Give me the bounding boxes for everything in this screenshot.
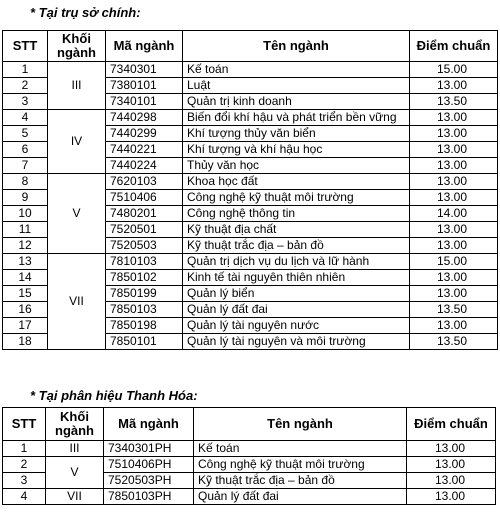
ma-nganh-cell: 7510406 (106, 190, 183, 206)
ma-nganh-cell: 7850103 (106, 302, 183, 318)
ten-nganh-cell: Kế toán (183, 62, 410, 78)
stt-cell: 1 (3, 62, 48, 78)
khoi-nganh-cell: V (46, 457, 104, 489)
stt-cell: 6 (3, 142, 48, 158)
stt-cell: 15 (3, 286, 48, 302)
diem-chuan-cell: 13.00 (407, 473, 496, 489)
table-header-row (3, 31, 498, 62)
stt-cell: 7 (3, 158, 48, 174)
ten-nganh-cell: Công nghệ thông tin (183, 206, 410, 222)
ma-nganh-cell: 7850101 (106, 334, 183, 350)
stt-cell: 1 (3, 441, 46, 457)
diem-chuan-cell: 13.50 (410, 94, 498, 110)
ten-nganh-cell: Quản lý biển (183, 286, 410, 302)
stt-cell: 8 (3, 174, 48, 190)
diem-chuan-cell: 13.50 (410, 334, 498, 350)
diem-chuan-cell: 13.00 (407, 441, 496, 457)
ten-nganh-cell: Kỹ thuật trắc địa – bản đồ (194, 473, 407, 489)
table-row (3, 457, 496, 473)
diem-chuan-cell: 13.00 (410, 238, 498, 254)
table-row (3, 110, 498, 126)
diem-chuan-cell: 14.00 (410, 206, 498, 222)
ma-nganh-cell: 7340301PH (104, 441, 194, 457)
stt-cell: 4 (3, 489, 46, 505)
ma-nganh-cell: 7380101 (106, 78, 183, 94)
diem-chuan-cell: 13.00 (410, 222, 498, 238)
stt-cell: 17 (3, 318, 48, 334)
khoi-nganh-cell: VII (46, 489, 104, 505)
ten-nganh-cell: Kỹ thuật địa chất (183, 222, 410, 238)
column-header-ma-nganh: Mã ngành (106, 31, 183, 62)
ten-nganh-cell: Biến đổi khí hậu và phát triển bền vững (183, 110, 410, 126)
ten-nganh-cell: Quản lý tài nguyên nước (183, 318, 410, 334)
table-row (3, 62, 498, 78)
table-row (3, 254, 498, 270)
ten-nganh-cell: Kỹ thuật trắc địa – bản đồ (183, 238, 410, 254)
stt-cell: 3 (3, 94, 48, 110)
diem-chuan-cell: 15.00 (410, 62, 498, 78)
diem-chuan-cell: 13.00 (410, 190, 498, 206)
stt-cell: 4 (3, 110, 48, 126)
ten-nganh-cell: Khoa học đất (183, 174, 410, 190)
khoi-nganh-cell: III (46, 441, 104, 457)
column-header-stt: STT (3, 31, 48, 62)
ma-nganh-cell: 7850199 (106, 286, 183, 302)
diem-chuan-cell: 15.00 (410, 254, 498, 270)
column-header-diem-chuan: Điểm chuẩn (410, 31, 498, 62)
ma-nganh-cell: 7850103PH (104, 489, 194, 505)
ten-nganh-cell: Quản trị kinh doanh (183, 94, 410, 110)
ten-nganh-cell: Công nghệ kỹ thuật môi trường (183, 190, 410, 206)
ma-nganh-cell: 7850102 (106, 270, 183, 286)
stt-cell: 16 (3, 302, 48, 318)
diem-chuan-cell: 13.00 (407, 457, 496, 473)
diem-chuan-cell: 13.00 (410, 110, 498, 126)
diem-chuan-cell: 13.00 (410, 158, 498, 174)
stt-cell: 9 (3, 190, 48, 206)
stt-cell: 18 (3, 334, 48, 350)
ten-nganh-cell: Kế toán (194, 441, 407, 457)
stt-cell: 13 (3, 254, 48, 270)
column-header-khoi-nganh: Khối ngành (48, 31, 106, 62)
ten-nganh-cell: Quản lý đất đai (194, 489, 407, 505)
stt-cell: 14 (3, 270, 48, 286)
ten-nganh-cell: Thủy văn học (183, 158, 410, 174)
branch-campus-table (2, 407, 496, 505)
khoi-nganh-cell: VII (48, 254, 106, 350)
ma-nganh-cell: 7520503PH (104, 473, 194, 489)
stt-cell: 2 (3, 457, 46, 473)
stt-cell: 11 (3, 222, 48, 238)
diem-chuan-cell: 13.50 (410, 302, 498, 318)
column-header-stt: STT (3, 408, 46, 441)
ma-nganh-cell: 7810103 (106, 254, 183, 270)
ma-nganh-cell: 7620103 (106, 174, 183, 190)
stt-cell: 2 (3, 78, 48, 94)
stt-cell: 12 (3, 238, 48, 254)
diem-chuan-cell: 13.00 (410, 142, 498, 158)
ma-nganh-cell: 7340101 (106, 94, 183, 110)
khoi-nganh-cell: III (48, 62, 106, 110)
diem-chuan-cell: 13.00 (410, 126, 498, 142)
ma-nganh-cell: 7520501 (106, 222, 183, 238)
branch-campus-heading: * Tại phân hiệu Thanh Hóa: (30, 388, 198, 403)
column-header-ten-nganh: Tên ngành (194, 408, 407, 441)
column-header-diem-chuan: Điểm chuẩn (407, 408, 496, 441)
column-header-ma-nganh: Mã ngành (104, 408, 194, 441)
diem-chuan-cell: 13.00 (407, 489, 496, 505)
table-header-row (3, 408, 496, 441)
ten-nganh-cell: Công nghệ kỹ thuật môi trường (194, 457, 407, 473)
ten-nganh-cell: Quản lý tài nguyên và môi trường (183, 334, 410, 350)
khoi-nganh-cell: IV (48, 110, 106, 174)
table-row (3, 174, 498, 190)
ten-nganh-cell: Khí tượng thủy văn biển (183, 126, 410, 142)
ma-nganh-cell: 7850198 (106, 318, 183, 334)
khoi-nganh-cell: V (48, 174, 106, 254)
ten-nganh-cell: Quản lý đất đai (183, 302, 410, 318)
table-row (3, 441, 496, 457)
diem-chuan-cell: 13.00 (410, 174, 498, 190)
diem-chuan-cell: 13.00 (410, 318, 498, 334)
main-campus-table (2, 30, 498, 350)
ma-nganh-cell: 7440299 (106, 126, 183, 142)
ten-nganh-cell: Kinh tế tài nguyên thiên nhiên (183, 270, 410, 286)
diem-chuan-cell: 13.00 (410, 270, 498, 286)
diem-chuan-cell: 13.00 (410, 78, 498, 94)
ma-nganh-cell: 7510406PH (104, 457, 194, 473)
stt-cell: 5 (3, 126, 48, 142)
main-campus-heading: * Tại trụ sở chính: (30, 5, 141, 20)
table-row (3, 489, 496, 505)
stt-cell: 10 (3, 206, 48, 222)
stt-cell: 3 (3, 473, 46, 489)
ma-nganh-cell: 7440221 (106, 142, 183, 158)
ma-nganh-cell: 7480201 (106, 206, 183, 222)
ma-nganh-cell: 7440298 (106, 110, 183, 126)
ten-nganh-cell: Khí tượng và khí hậu học (183, 142, 410, 158)
column-header-ten-nganh: Tên ngành (183, 31, 410, 62)
column-header-khoi-nganh: Khối ngành (46, 408, 104, 441)
ma-nganh-cell: 7340301 (106, 62, 183, 78)
ten-nganh-cell: Quản trị dịch vụ du lịch và lữ hành (183, 254, 410, 270)
ten-nganh-cell: Luật (183, 78, 410, 94)
ma-nganh-cell: 7440224 (106, 158, 183, 174)
diem-chuan-cell: 13.00 (410, 286, 498, 302)
ma-nganh-cell: 7520503 (106, 238, 183, 254)
